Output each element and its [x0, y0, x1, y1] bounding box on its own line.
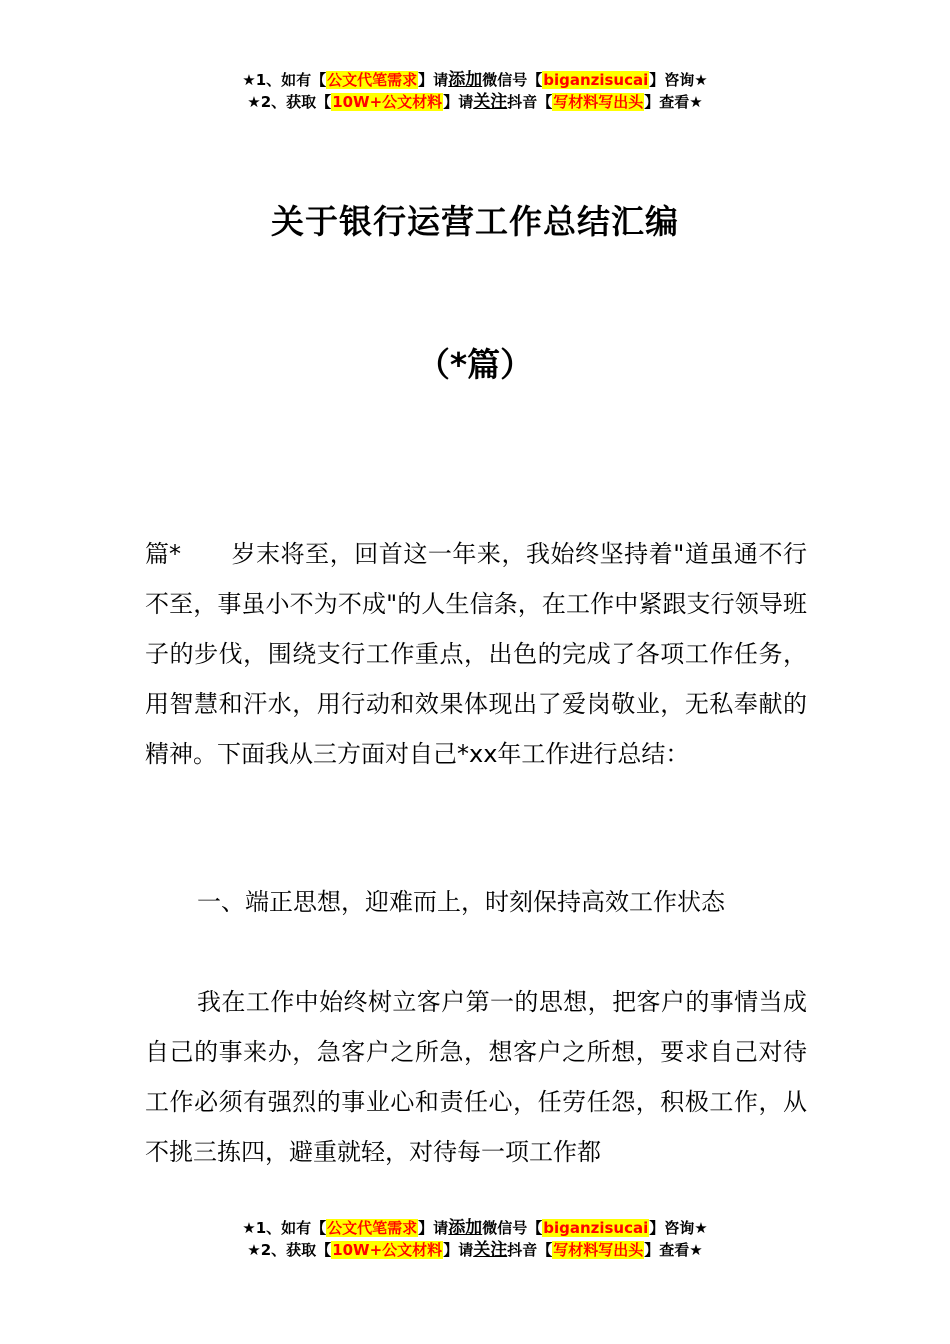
banner-text: 微信号【	[482, 71, 543, 89]
banner-underline: 关注	[473, 1240, 508, 1260]
section-heading: 一、端正思想，迎难而上，时刻保持高效工作状态	[197, 888, 725, 916]
banner-highlight: 10W+公文材料	[332, 93, 443, 111]
banner-highlight: biganzisucai	[543, 1219, 649, 1237]
banner-line-1	[0, 69, 950, 91]
banner-highlight: 写材料写出头	[553, 93, 644, 111]
banner-highlight: biganzisucai	[543, 71, 649, 89]
banner-text: ★2、获取【	[247, 93, 332, 111]
banner-text: 】咨询★	[649, 1219, 708, 1237]
banner-text: 】请	[418, 71, 449, 89]
paragraph-body	[145, 977, 807, 1177]
banner-text: 】请	[443, 1241, 474, 1259]
banner-line-2	[0, 1239, 950, 1261]
banner-line-1	[0, 1217, 950, 1239]
banner-text: 】咨询★	[649, 71, 708, 89]
banner-underline: 关注	[473, 92, 508, 112]
banner-text: ★1、如有【	[242, 71, 327, 89]
banner-text: 抖音【	[507, 1241, 553, 1259]
banner-highlight: 公文代笔需求	[327, 71, 418, 89]
header-banner	[0, 69, 950, 113]
banner-underline: 添加	[448, 1218, 483, 1238]
banner-text: ★2、获取【	[247, 1241, 332, 1259]
banner-highlight: 公文代笔需求	[327, 1219, 418, 1237]
banner-text: 抖音【	[507, 93, 553, 111]
banner-text: 】查看★	[644, 1241, 703, 1259]
document-title: 关于银行运营工作总结汇编	[271, 202, 679, 241]
banner-text: 】请	[418, 1219, 449, 1237]
banner-underline: 添加	[448, 70, 483, 90]
banner-text: 】请	[443, 93, 474, 111]
paragraph-text: 我在工作中始终树立客户第一的思想，把客户的事情当成自己的事来办，急客户之所急，想客户之所想，要求自己对待工作必须有强烈的事业心和责任心，任劳任怨，积极工作，从不挑三拣四，避重就轻，对待每一项工作都	[145, 988, 807, 1166]
footer-banner	[0, 1217, 950, 1261]
banner-highlight: 10W+公文材料	[332, 1241, 443, 1259]
banner-text: ★1、如有【	[242, 1219, 327, 1237]
banner-text: 】查看★	[644, 93, 703, 111]
paragraph-text: 岁末将至，回首这一年来，我始终坚持着"道虽通不行不至，事虽小不为不成"的人生信条，在工作中紧跟支行领导班子的步伐，围绕支行工作重点，出色的完成了各项工作任务，用智慧和汗水，用行动和效果体现出了爱岗敬业，无私奉献的精神。下面我从三方面对自己*xx年工作进行总结：	[145, 540, 807, 768]
section-label: 篇*	[145, 540, 181, 568]
banner-text: 微信号【	[482, 1219, 543, 1237]
banner-highlight: 写材料写出头	[553, 1241, 644, 1259]
banner-line-2	[0, 91, 950, 113]
paragraph-intro	[145, 529, 807, 779]
document-subtitle: （*篇）	[416, 345, 534, 384]
